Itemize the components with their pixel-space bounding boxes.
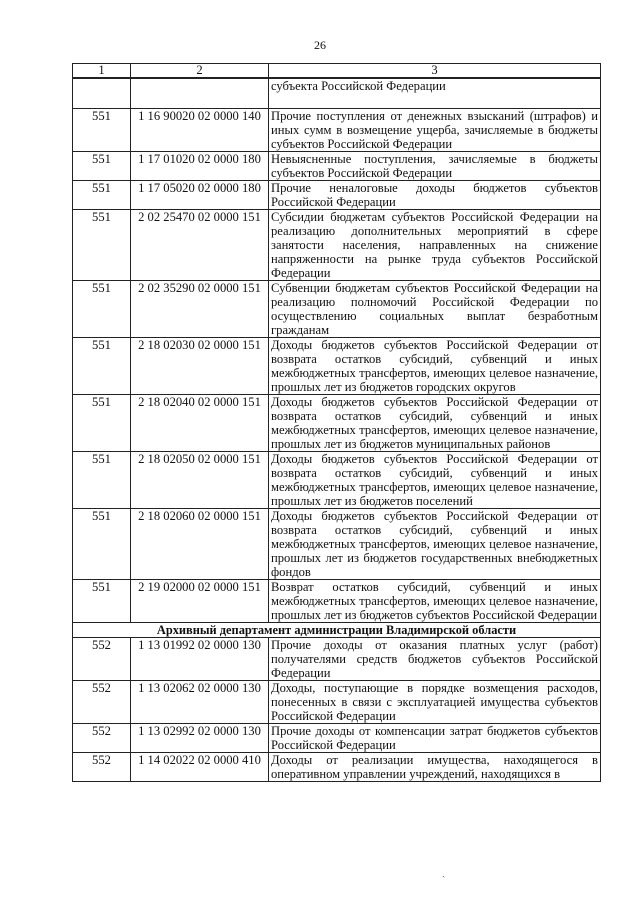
name-cell: Прочие поступления от денежных взысканий (штрафов) и иных сумм в возмещение ущерба, зачисляемые в бюджеты субъектов Российской Федерации <box>269 109 601 152</box>
name-cell: Прочие доходы от оказания платных услуг (работ) получателями средств бюджетов субъектов Российской Федерации <box>269 638 601 681</box>
name-cell: Субсидии бюджетам субъектов Российской Федерации на реализацию дополнительных мероприятий в сфере занятости населения, направленных на снижение напряженности на рынке труда субъектов Российской Федерации <box>269 210 601 281</box>
code-cell: 2 18 02040 02 0000 151 <box>131 395 269 452</box>
name-cell: Прочие доходы от компенсации затрат бюджетов субъектов Российской Федерации <box>269 724 601 753</box>
admin-cell: 551 <box>73 395 131 452</box>
continuation-row <box>73 78 601 109</box>
table-row <box>73 210 601 281</box>
budget-classification-table <box>72 63 601 782</box>
admin-cell: 551 <box>73 338 131 395</box>
column-header-revenue-name: 3 <box>269 64 601 79</box>
admin-cell: 552 <box>73 753 131 782</box>
name-cell: Доходы бюджетов субъектов Российской Федерации от возврата остатков субсидий, субвенций и иных межбюджетных трансфертов, имеющих целевое назначение, прошлых лет из бюджетов поселений <box>269 452 601 509</box>
admin-cell <box>73 78 131 109</box>
name-cell: Доходы бюджетов субъектов Российской Федерации от возврата остатков субсидий, субвенций и иных межбюджетных трансфертов, имеющих целевое назначение, прошлых лет из бюджетов городских округов <box>269 338 601 395</box>
admin-cell: 551 <box>73 580 131 623</box>
code-cell <box>131 78 269 109</box>
table-row <box>73 753 601 782</box>
code-cell: 1 13 02062 02 0000 130 <box>131 681 269 724</box>
table-row <box>73 338 601 395</box>
admin-cell: 552 <box>73 638 131 681</box>
code-cell: 1 17 05020 02 0000 180 <box>131 181 269 210</box>
table-row <box>73 109 601 152</box>
table-row <box>73 395 601 452</box>
scan-mark: ˎ <box>442 867 446 878</box>
name-cell: Доходы бюджетов субъектов Российской Федерации от возврата остатков субсидий, субвенций и иных межбюджетных трансфертов, имеющих целевое назначение, прошлых лет из бюджетов муниципальных районов <box>269 395 601 452</box>
code-cell: 2 02 35290 02 0000 151 <box>131 281 269 338</box>
column-header-revenue-code: 2 <box>131 64 269 79</box>
name-cell: Доходы от реализации имущества, находящегося в оперативном управлении учреждений, находящихся в <box>269 753 601 782</box>
admin-cell: 551 <box>73 181 131 210</box>
code-cell: 1 13 01992 02 0000 130 <box>131 638 269 681</box>
code-cell: 2 18 02030 02 0000 151 <box>131 338 269 395</box>
name-cell: субъекта Российской Федерации <box>269 78 601 109</box>
table-row <box>73 281 601 338</box>
code-cell: 2 19 02000 02 0000 151 <box>131 580 269 623</box>
table-row <box>73 509 601 580</box>
table-row <box>73 638 601 681</box>
table-body <box>73 78 601 782</box>
column-header-admin-code: 1 <box>73 64 131 79</box>
table-row <box>73 152 601 181</box>
name-cell: Прочие неналоговые доходы бюджетов субъектов Российской Федерации <box>269 181 601 210</box>
table-row <box>73 681 601 724</box>
code-cell: 1 13 02992 02 0000 130 <box>131 724 269 753</box>
page-number: 26 <box>314 38 326 52</box>
admin-cell: 552 <box>73 724 131 753</box>
code-cell: 2 18 02050 02 0000 151 <box>131 452 269 509</box>
department-heading-row <box>73 623 601 638</box>
name-cell: Возврат остатков субсидий, субвенций и иных межбюджетных трансфертов, имеющих целевое назначение, прошлых лет из бюджетов субъектов Российской Федерации <box>269 580 601 623</box>
code-cell: 2 02 25470 02 0000 151 <box>131 210 269 281</box>
name-cell: Субвенции бюджетам субъектов Российской Федерации на реализацию полномочий Российской Федерации по осуществлению социальных выплат безработным гражданам <box>269 281 601 338</box>
admin-cell: 551 <box>73 452 131 509</box>
table-row <box>73 181 601 210</box>
header-row <box>73 64 601 79</box>
name-cell: Невыясненные поступления, зачисляемые в бюджеты субъектов Российской Федерации <box>269 152 601 181</box>
admin-cell: 552 <box>73 681 131 724</box>
table-row <box>73 724 601 753</box>
code-cell: 2 18 02060 02 0000 151 <box>131 509 269 580</box>
code-cell: 1 16 90020 02 0000 140 <box>131 109 269 152</box>
admin-cell: 551 <box>73 281 131 338</box>
table-row <box>73 452 601 509</box>
table-row <box>73 580 601 623</box>
admin-cell: 551 <box>73 152 131 181</box>
name-cell: Доходы бюджетов субъектов Российской Федерации от возврата остатков субсидий, субвенций и иных межбюджетных трансфертов, имеющих целевое назначение, прошлых лет из бюджетов государственных внебюджетных фондов <box>269 509 601 580</box>
table-header <box>73 64 601 79</box>
code-cell: 1 17 01020 02 0000 180 <box>131 152 269 181</box>
admin-cell: 551 <box>73 210 131 281</box>
admin-cell: 551 <box>73 109 131 152</box>
name-cell: Доходы, поступающие в порядке возмещения расходов, понесенных в связи с эксплуатацией имущества субъектов Российской Федерации <box>269 681 601 724</box>
admin-cell: 551 <box>73 509 131 580</box>
code-cell: 1 14 02022 02 0000 410 <box>131 753 269 782</box>
department-title: Архивный департамент администрации Владимирской области <box>73 623 601 638</box>
